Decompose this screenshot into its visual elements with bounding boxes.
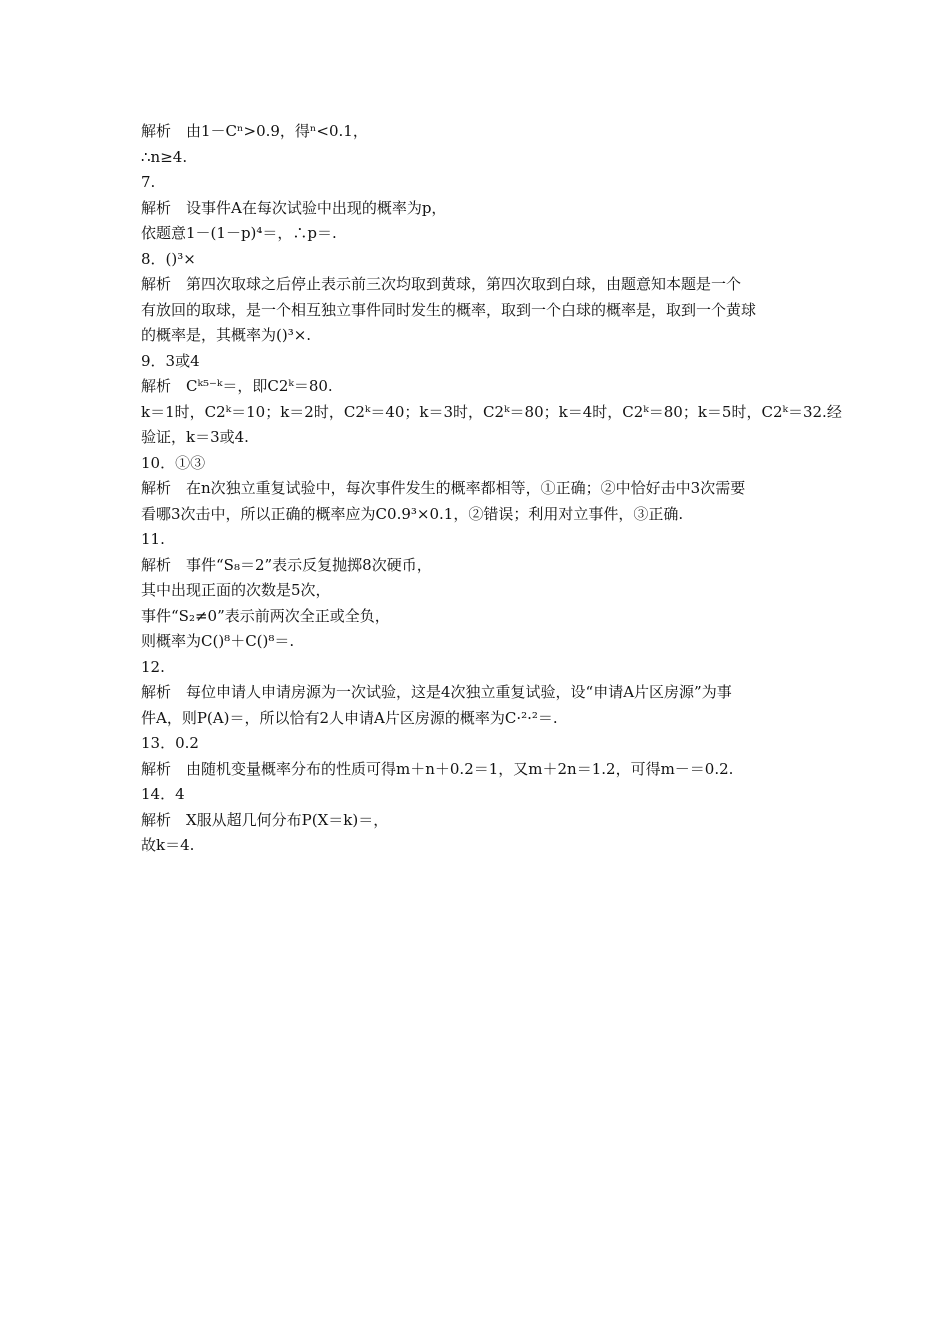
text-line-17: 11.	[141, 530, 165, 548]
text-line-29: 故k＝4.	[141, 836, 195, 854]
text-line-28: 解析 X服从超几何分布P(X＝k)＝，	[141, 810, 389, 829]
text-line-13: 验证，k＝3或4.	[141, 428, 249, 446]
text-line-26: 解析 由随机变量概率分布的性质可得m＋n＋0.2＝1，又m＋2n＝1.2，可得m－＝0.2.	[141, 759, 734, 778]
text-line-2: ∴n≥4.	[141, 147, 188, 166]
text-line-19: 其中出现正面的次数是5次，	[141, 581, 331, 599]
text-line-1: 解析 由1－Cⁿ>0.9，得ⁿ<0.1，	[141, 122, 368, 140]
text-line-12: k＝1时，C2ᵏ＝10；k＝2时，C2ᵏ＝40；k＝3时，C2ᵏ＝80；k＝4时，C2ᵏ＝80；k＝5时，C2ᵏ＝32.经	[141, 402, 842, 421]
text-line-16: 看哪3次击中，所以正确的概率应为C0.9³×0.1，②错误；利用对立事件，③正确.	[141, 504, 684, 523]
text-line-27: 14．4	[141, 785, 185, 803]
text-line-24: 件A，则P(A)＝，所以恰有2人申请A片区房源的概率为C·²·²＝.	[141, 708, 558, 727]
text-line-23: 解析 每位申请人申请房源为一次试验，这是4次独立重复试验，设“申请A片区房源”为事	[141, 683, 732, 701]
text-line-11: 解析 Cᵏ⁵⁻ᵏ＝，即C2ᵏ＝80.	[141, 377, 333, 395]
text-line-5: 依题意1－(1－p)⁴＝，∴p＝.	[141, 224, 337, 242]
text-line-3: 7.	[141, 173, 156, 191]
text-line-14: 10．①③	[141, 453, 206, 472]
text-line-21: 则概率为C()⁸＋C()⁸＝.	[141, 632, 295, 650]
text-line-6: 8．()³×	[141, 249, 196, 268]
text-line-8: 有放回的取球，是一个相互独立事件同时发生的概率，取到一个白球的概率是，取到一个黄球	[141, 300, 757, 319]
text-line-25: 13．0.2	[141, 734, 199, 752]
text-line-4: 解析 设事件A在每次试验中出现的概率为p，	[141, 198, 447, 217]
text-line-7: 解析 第四次取球之后停止表示前三次均取到黄球，第四次取到白球，由题意知本题是一个	[141, 275, 742, 293]
text-line-18: 解析 事件“S₈＝2”表示反复抛掷8次硬币，	[141, 555, 432, 574]
answer-text-block	[141, 119, 842, 859]
text-line-22: 12.	[141, 657, 165, 676]
text-line-20: 事件“S₂≠0”表示前两次全正或全负，	[141, 606, 390, 625]
text-line-9: 的概率是，其概率为()³×.	[141, 326, 312, 344]
text-line-15: 解析 在n次独立重复试验中，每次事件发生的概率都相等，①正确；②中恰好击中3次需要	[141, 479, 746, 497]
text-line-10: 9．3或4	[141, 351, 200, 370]
